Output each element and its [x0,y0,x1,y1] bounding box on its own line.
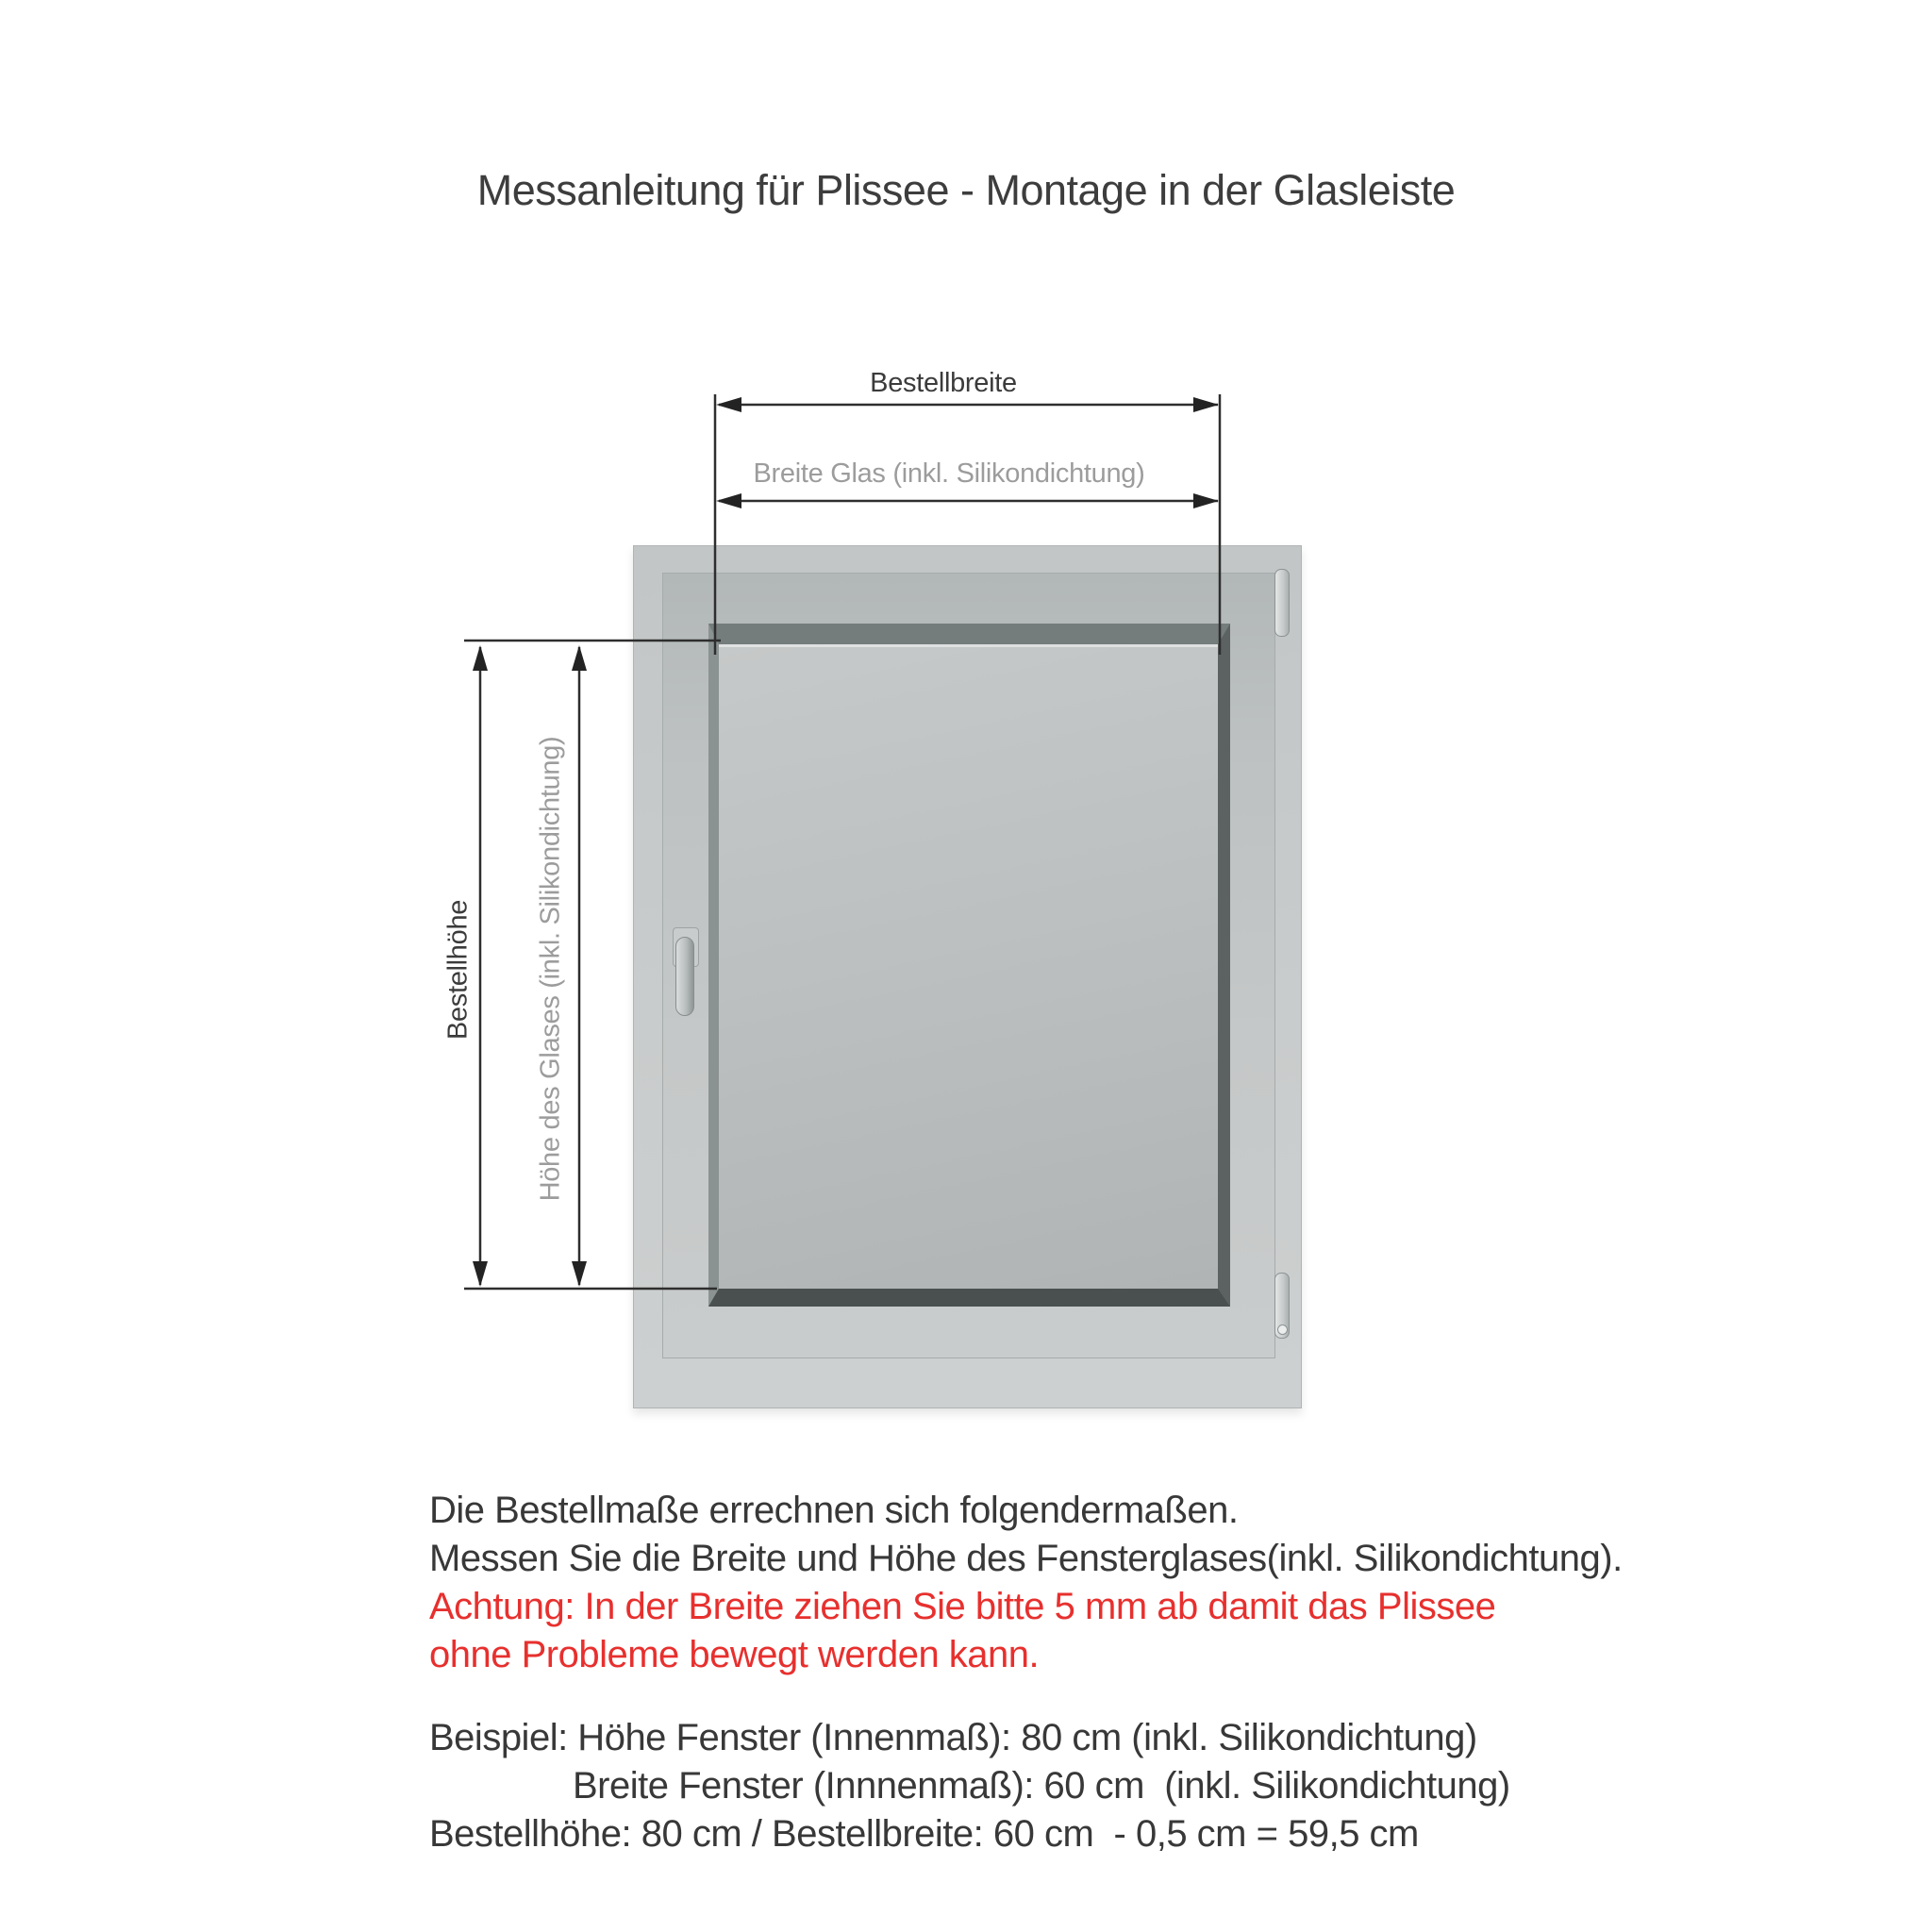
warning-line-1: Achtung: In der Breite ziehen Sie bitte 5 mm ab damit das Plissee [429,1586,1496,1627]
window-hinge-bottom [1274,1273,1290,1339]
example-line-1: Beispiel: Höhe Fenster (Innenmaß): 80 cm (inkl. Silikondichtung) [429,1717,1477,1758]
arrowhead [473,645,488,671]
window-handle-grip [675,937,694,1016]
example-block [429,1714,1510,1858]
arrowhead [1193,493,1219,508]
label-glass-width: Breite Glas (inkl. Silikondichtung) [753,458,1145,489]
window-illustration [633,545,1302,1408]
warning-line-2: ohne Probleme bewegt werden kann. [429,1634,1040,1675]
instruction-line-1: Die Bestellmaße errechnen sich folgendermaßen. [429,1490,1239,1531]
arrowhead [716,397,741,412]
instructions-block [429,1487,1623,1679]
arrowhead [572,645,587,671]
label-glass-height: Höhe des Glases (inkl. Silikondichtung) [535,736,566,1202]
instruction-line-2: Messen Sie die Breite und Höhe des Fensterglases(inkl. Silikondichtung). [429,1538,1623,1579]
window-hinge-top [1274,569,1290,637]
example-line-3: Bestellhöhe: 80 cm / Bestellbreite: 60 cm - 0,5 cm = 59,5 cm [429,1813,1419,1855]
label-order-width: Bestellbreite [870,368,1017,398]
page-title: Messanleitung für Plissee - Montage in der Glasleiste [476,166,1456,214]
example-line-2: Breite Fenster (Innnenmaß): 60 cm (inkl. Silikondichtung) [573,1765,1510,1807]
arrowhead [1193,397,1219,412]
arrowhead [716,493,741,508]
label-order-height: Bestellhöhe [442,899,474,1041]
arrowhead [473,1261,488,1287]
window-glass-pane [708,624,1230,1307]
arrowhead [572,1261,587,1287]
